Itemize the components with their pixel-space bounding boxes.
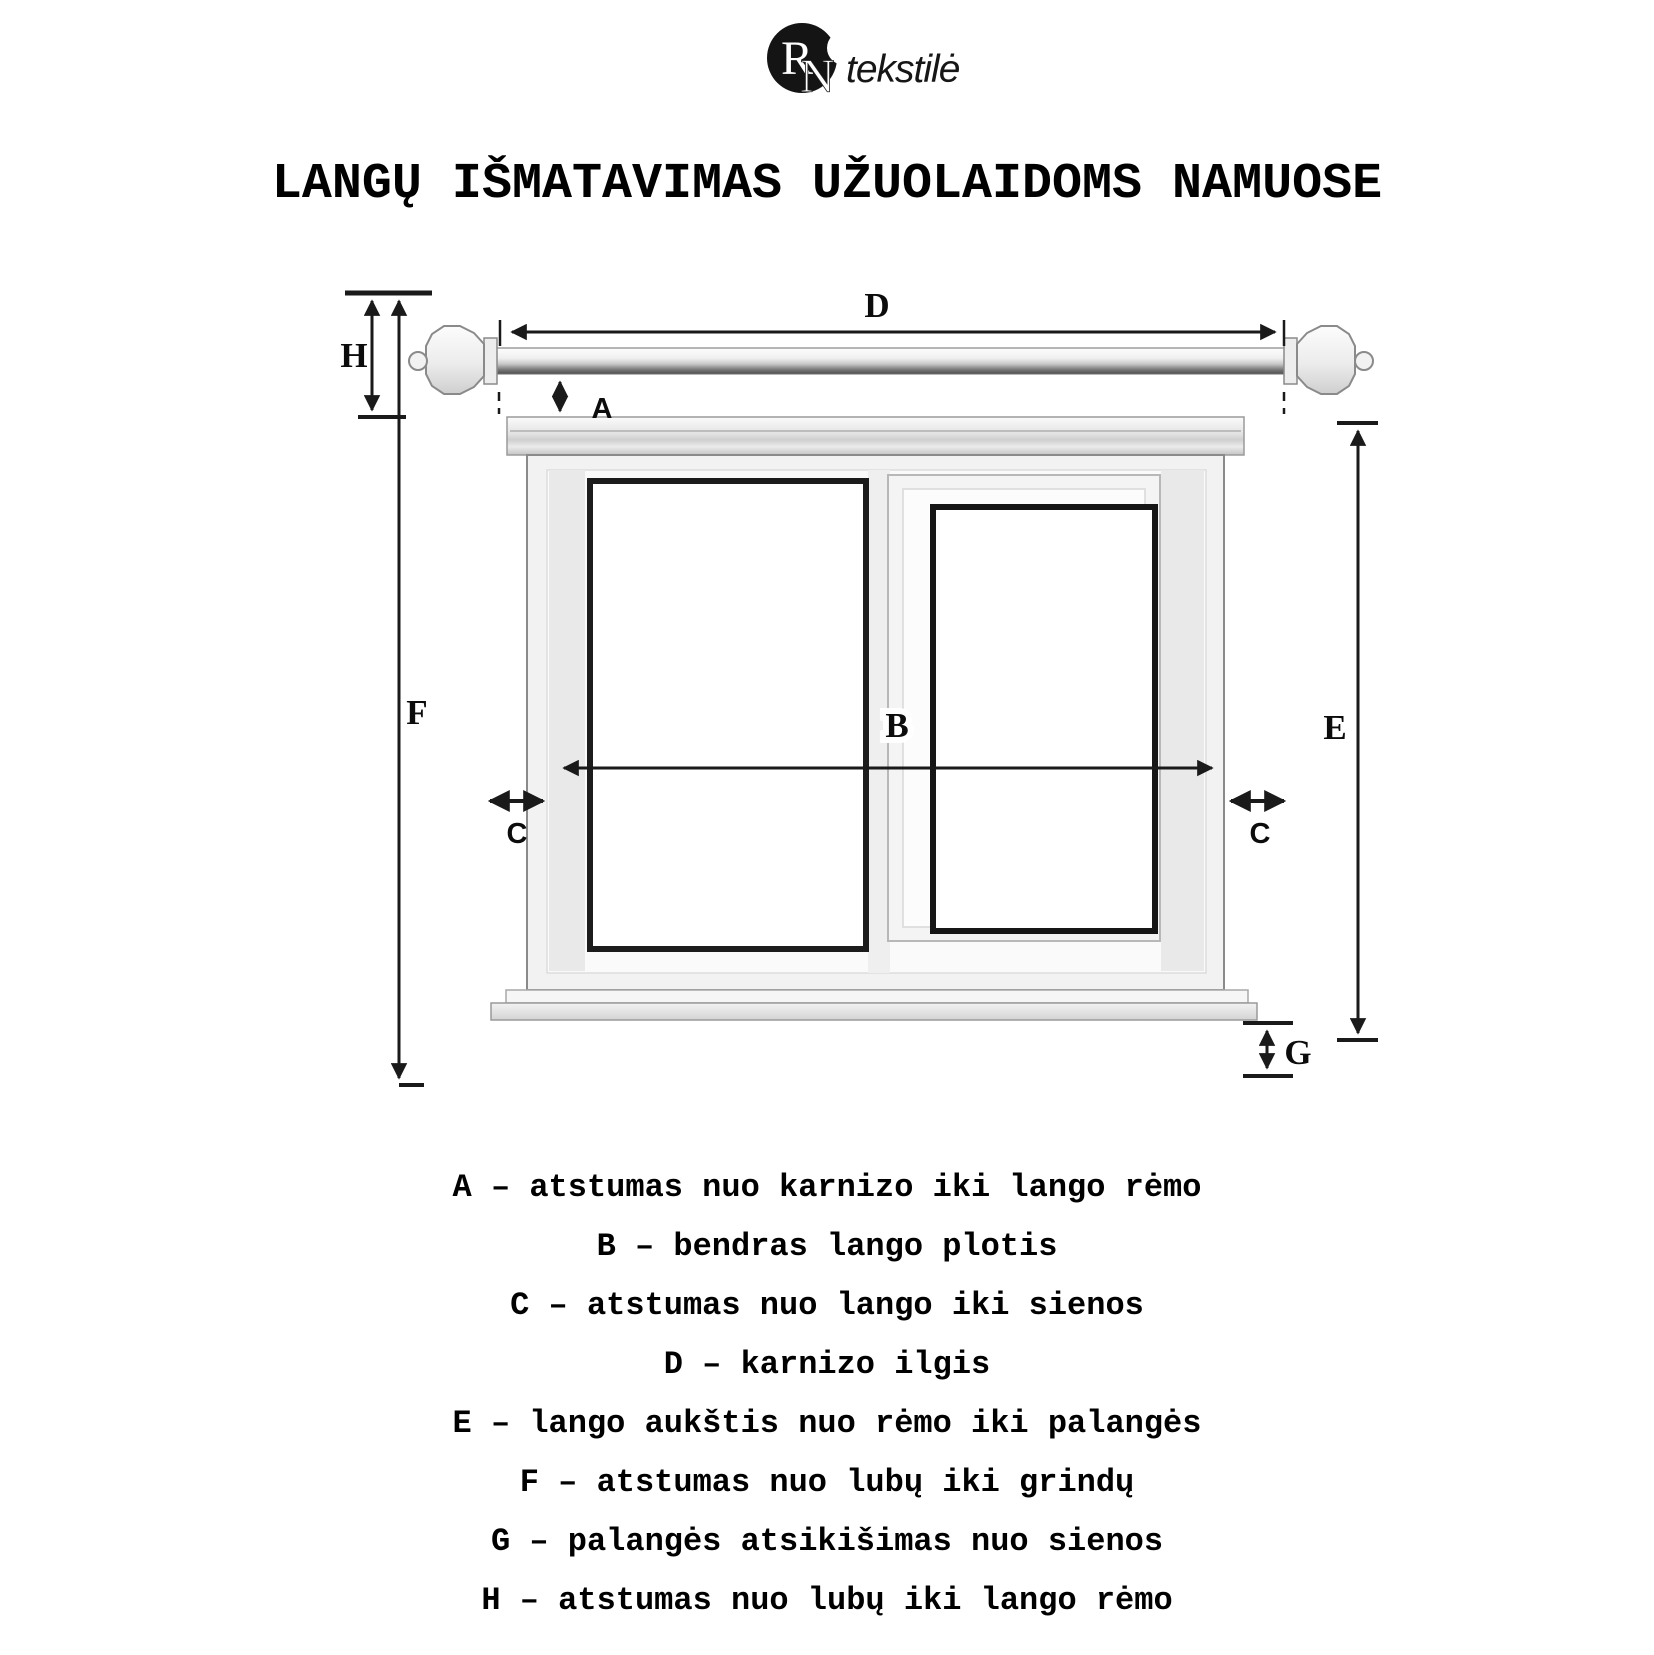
dimension-g: [1243, 1023, 1312, 1076]
logo-wordmark: tekstilė: [846, 48, 960, 91]
rod-bar: [495, 348, 1285, 374]
frame-left-shade: [549, 470, 585, 971]
legend-item-g: G – palangės atsikišimas nuo sienos: [490, 1523, 1164, 1560]
legend-item-e: E – lango aukštis nuo rėmo iki palangės: [452, 1405, 1202, 1442]
page-title: LANGŲ IŠMATAVIMAS UŽUOLAIDOMS NAMUOSE: [271, 156, 1383, 213]
legend-item-b: B – bendras lango plotis: [596, 1228, 1058, 1265]
finial-left-tip: [409, 352, 427, 370]
logo-initial-n: N: [800, 50, 835, 103]
dim-label-e: E: [1323, 708, 1347, 747]
brand-logo: [750, 16, 1010, 108]
frame-right-shade: [1161, 470, 1204, 971]
rod-collar-left: [484, 338, 497, 384]
finial-right-tip: [1355, 352, 1373, 370]
window: [491, 417, 1257, 1020]
dim-label-a: A: [591, 393, 613, 425]
legend-item-d: D – karnizo ilgis: [663, 1346, 991, 1383]
finial-left: [426, 326, 484, 394]
dim-label-h: H: [340, 336, 368, 375]
legend: [0, 1158, 1654, 1630]
right-pane-glass: [933, 507, 1155, 931]
legend-item-c: C – atstumas nuo lango iki sienos: [510, 1287, 1144, 1324]
left-pane-glass: [590, 481, 866, 949]
dim-label-d: D: [864, 286, 890, 325]
rod-collar-right: [1284, 338, 1297, 384]
legend-item-a: A – atstumas nuo karnizo iki lango rėmo: [452, 1169, 1202, 1206]
dimension-c-right: [1231, 801, 1284, 850]
dimension-e: [1323, 423, 1378, 1040]
legend-item-f: F – atstumas nuo lubų iki grindų: [519, 1464, 1135, 1501]
dim-label-c-left: C: [506, 818, 528, 850]
legend-item-h: H – atstumas nuo lubų iki lango rėmo: [481, 1582, 1173, 1619]
logo-initial-r: R: [781, 32, 814, 85]
measurement-diagram: [0, 255, 1654, 1125]
dim-label-c-right: C: [1249, 818, 1271, 850]
dim-label-f: F: [406, 693, 428, 732]
dim-label-g: G: [1284, 1033, 1312, 1072]
window-sill-top: [506, 990, 1248, 1003]
finial-right: [1297, 326, 1355, 394]
dim-label-b: B: [885, 706, 909, 745]
window-top-trim: [507, 417, 1244, 455]
window-sill: [491, 1003, 1257, 1020]
curtain-rod: [409, 326, 1373, 394]
